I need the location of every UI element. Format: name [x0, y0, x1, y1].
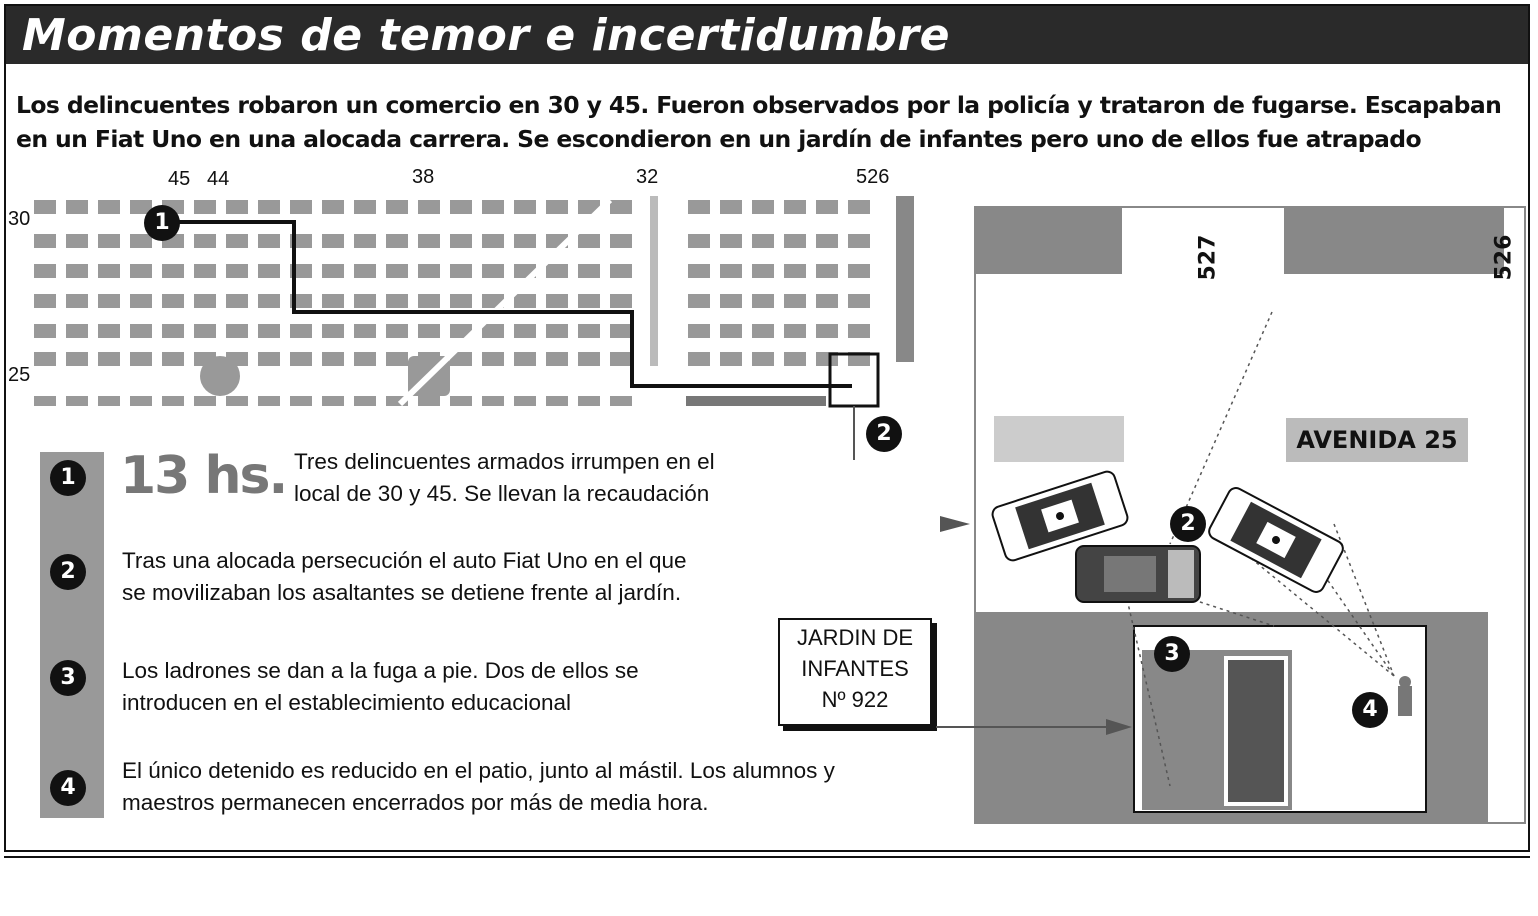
city-block: [98, 324, 120, 338]
avenue-25-strip: [686, 396, 826, 406]
city-block: [162, 324, 184, 338]
city-block: [354, 264, 376, 278]
city-block: [848, 324, 870, 338]
flagpole-base: [1226, 658, 1286, 804]
street-label-25: 25: [8, 364, 31, 386]
city-block: [66, 234, 88, 248]
arrow-to-detail: [940, 514, 972, 534]
step-1-line1: Tres delincuentes armados irrumpen en el: [294, 449, 715, 474]
city-block: [514, 234, 536, 248]
city-block: [752, 324, 774, 338]
city-block: [386, 200, 408, 214]
city-block: [322, 234, 344, 248]
city-block: [720, 324, 742, 338]
city-block: [98, 352, 120, 366]
city-block: [418, 324, 440, 338]
step-4-marker: 4: [50, 770, 86, 806]
step-3-line2: introducen en el establecimiento educacional: [122, 690, 572, 715]
city-block: [354, 200, 376, 214]
city-block: [322, 294, 344, 308]
city-block: [720, 352, 742, 366]
city-block: [482, 396, 504, 406]
city-block: [546, 264, 568, 278]
school-label-line3: Nº 922: [821, 687, 889, 712]
city-block: [450, 264, 472, 278]
city-block: [514, 352, 536, 366]
block-top-right: [1284, 208, 1504, 274]
city-block: [482, 324, 504, 338]
city-block: [720, 200, 742, 214]
intro-text: Los delincuentes robaron un comercio en 30 y 45. Fueron observados por la policía y trataron de fugarse. Escapaban en un Fiat Uno en una alocada carrera. Se escondieron en un jardín de infantes pero uno de ellos fue atrapado: [16, 91, 1502, 153]
map-marker-1: 1: [144, 205, 180, 241]
city-block: [848, 264, 870, 278]
city-block: [226, 294, 248, 308]
city-block: [290, 352, 312, 366]
city-block: [98, 264, 120, 278]
city-block: [34, 324, 56, 338]
city-block: [720, 294, 742, 308]
city-block: [578, 294, 600, 308]
street-label-45: 45: [168, 168, 191, 190]
fiat-uno-car: [1076, 546, 1200, 602]
title-bar: [6, 6, 1528, 64]
city-block: [514, 396, 536, 406]
city-block: [514, 324, 536, 338]
city-block: [784, 264, 806, 278]
school-pointer-arrow: [936, 716, 1136, 738]
step-4-line2: maestros permanecen encerrados por más de media hora.: [122, 790, 709, 815]
city-block: [322, 396, 344, 406]
city-block: [98, 200, 120, 214]
city-block: [418, 294, 440, 308]
step-2-line1: Tras una alocada persecución el auto Fiat Uno en el que: [122, 548, 687, 573]
city-block: [290, 396, 312, 406]
step-3-text: [122, 655, 639, 719]
city-block: [130, 294, 152, 308]
city-block: [610, 200, 632, 214]
city-block: [258, 324, 280, 338]
city-block: [354, 396, 376, 406]
city-block: [66, 324, 88, 338]
city-block: [418, 234, 440, 248]
city-block: [752, 352, 774, 366]
city-block: [482, 264, 504, 278]
block-top-left: [976, 208, 1122, 274]
bottom-rule: [4, 856, 1530, 858]
step-2-line2: se movilizaban los asaltantes se detiene frente al jardín.: [122, 580, 682, 605]
avenue-32-strip: [650, 196, 658, 366]
city-block: [386, 294, 408, 308]
arrest-figures: [1398, 676, 1412, 716]
city-block: [784, 234, 806, 248]
street-map: [0, 160, 960, 460]
city-block: [258, 294, 280, 308]
avenue-526-strip: [896, 196, 914, 362]
city-block: [162, 264, 184, 278]
time-label: 13 hs.: [120, 446, 287, 506]
city-block: [752, 264, 774, 278]
city-block: [34, 352, 56, 366]
school-label-line2: INFANTES: [801, 656, 909, 681]
step-2-marker: 2: [50, 554, 86, 590]
city-block: [162, 294, 184, 308]
city-block: [610, 234, 632, 248]
city-block: [482, 352, 504, 366]
city-block: [482, 200, 504, 214]
city-block: [546, 294, 568, 308]
city-block: [386, 234, 408, 248]
timeline-sidebar: [40, 452, 104, 818]
city-block: [546, 352, 568, 366]
city-block: [354, 352, 376, 366]
city-block: [546, 200, 568, 214]
city-block: [482, 234, 504, 248]
city-block: [610, 352, 632, 366]
city-block: [514, 200, 536, 214]
city-block: [578, 264, 600, 278]
city-block: [130, 352, 152, 366]
detail-marker-4: 4: [1352, 692, 1388, 728]
city-block: [578, 234, 600, 248]
city-block: [578, 396, 600, 406]
city-block: [688, 324, 710, 338]
city-block: [450, 200, 472, 214]
city-block: [34, 200, 56, 214]
city-block: [258, 264, 280, 278]
street-label-32: 32: [636, 166, 659, 188]
city-block: [752, 294, 774, 308]
city-block: [848, 200, 870, 214]
city-block: [66, 200, 88, 214]
city-block: [720, 234, 742, 248]
street-label-30: 30: [8, 208, 31, 230]
city-block: [66, 264, 88, 278]
city-block: [226, 200, 248, 214]
city-block: [34, 264, 56, 278]
city-block: [688, 234, 710, 248]
city-block: [816, 200, 838, 214]
city-block: [130, 396, 152, 406]
city-block: [386, 324, 408, 338]
city-block: [290, 324, 312, 338]
step-1-line2: local de 30 y 45. Se llevan la recaudación: [294, 481, 710, 506]
city-block: [848, 294, 870, 308]
city-block: [258, 352, 280, 366]
city-block: [752, 234, 774, 248]
city-block: [98, 396, 120, 406]
city-block: [386, 264, 408, 278]
city-block: [418, 200, 440, 214]
step-4-text: [122, 755, 835, 819]
city-block: [322, 200, 344, 214]
step-3-marker: 3: [50, 660, 86, 696]
city-block: [816, 294, 838, 308]
city-block: [66, 396, 88, 406]
street-label-526-detail: 526: [1491, 234, 1517, 281]
city-block: [162, 396, 184, 406]
city-block: [226, 234, 248, 248]
city-block: [354, 324, 376, 338]
city-block: [226, 396, 248, 406]
detail-marker-2: 2: [1170, 506, 1206, 542]
city-block: [688, 200, 710, 214]
city-block: [578, 352, 600, 366]
city-block: [546, 324, 568, 338]
city-block: [578, 324, 600, 338]
city-block: [610, 294, 632, 308]
plaza-circle: [200, 356, 240, 396]
city-block: [162, 352, 184, 366]
avenue-25-label: AVENIDA 25: [1286, 418, 1468, 462]
city-block: [258, 396, 280, 406]
city-block: [226, 264, 248, 278]
city-block: [688, 294, 710, 308]
map-marker-2: 2: [866, 416, 902, 452]
city-block: [848, 234, 870, 248]
city-block: [514, 294, 536, 308]
step-1-marker: 1: [50, 460, 86, 496]
city-block: [34, 234, 56, 248]
city-block: [98, 294, 120, 308]
city-block: [816, 264, 838, 278]
city-block: [610, 324, 632, 338]
city-block: [816, 234, 838, 248]
city-block: [450, 396, 472, 406]
city-block: [34, 396, 56, 406]
city-block: [290, 200, 312, 214]
city-block: [418, 396, 440, 406]
city-block: [258, 200, 280, 214]
city-block: [194, 294, 216, 308]
city-block: [418, 264, 440, 278]
city-block: [66, 352, 88, 366]
city-block: [194, 200, 216, 214]
city-block: [784, 324, 806, 338]
city-block: [610, 264, 632, 278]
step-3-line1: Los ladrones se dan a la fuga a pie. Dos de ellos se: [122, 658, 639, 683]
city-block: [322, 324, 344, 338]
city-block: [226, 324, 248, 338]
city-block: [688, 264, 710, 278]
city-block: [720, 264, 742, 278]
step-1-text: [294, 446, 715, 510]
city-block: [752, 200, 774, 214]
city-block: [816, 324, 838, 338]
school-label-box: [778, 618, 932, 726]
page-title: Momentos de temor e incertidumbre: [22, 10, 950, 61]
city-block: [354, 294, 376, 308]
street-label-527: 527: [1195, 234, 1221, 281]
city-block: [34, 294, 56, 308]
city-block: [354, 234, 376, 248]
city-block: [194, 264, 216, 278]
city-block: [386, 352, 408, 366]
city-block: [688, 352, 710, 366]
city-block: [450, 294, 472, 308]
city-block: [784, 352, 806, 366]
city-block: [322, 352, 344, 366]
city-block: [130, 324, 152, 338]
street-label-526: 526: [856, 166, 890, 188]
school-label-line1: JARDIN DE: [796, 625, 914, 650]
detail-marker-3: 3: [1154, 636, 1190, 672]
city-block: [322, 264, 344, 278]
city-block: [610, 396, 632, 406]
city-block: [130, 264, 152, 278]
city-block: [98, 234, 120, 248]
city-block: [450, 234, 472, 248]
city-block: [66, 294, 88, 308]
median-strip: [994, 416, 1124, 462]
street-label-44: 44: [207, 168, 230, 190]
step-4-line1: El único detenido es reducido en el patio, junto al mástil. Los alumnos y: [122, 758, 835, 783]
city-block: [194, 324, 216, 338]
street-label-38: 38: [412, 166, 435, 188]
city-block: [784, 294, 806, 308]
city-block: [194, 234, 216, 248]
city-block: [546, 396, 568, 406]
city-block: [784, 200, 806, 214]
city-block: [258, 234, 280, 248]
city-block: [194, 396, 216, 406]
step-2-text: [122, 545, 687, 609]
